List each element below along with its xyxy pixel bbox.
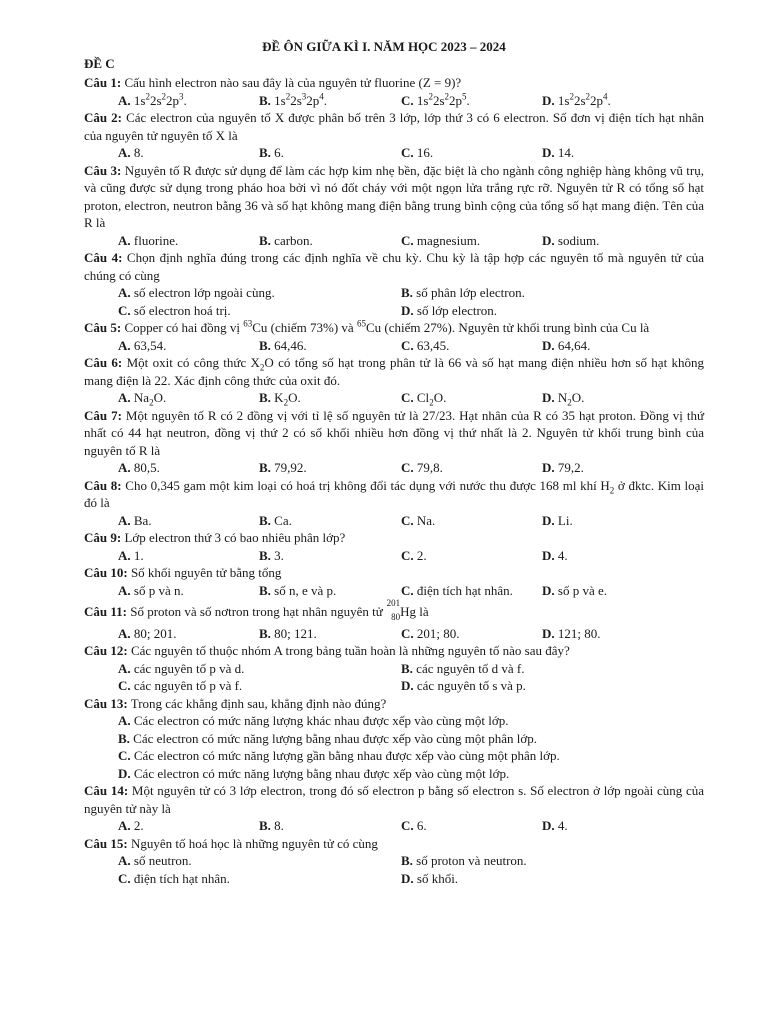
text-fragment: 201 — [386, 598, 401, 608]
text-fragment: Các electron có mức năng lượng bằng nhau được xếp vào cùng một phân lớp. — [133, 730, 538, 746]
option-d[interactable] — [542, 547, 568, 565]
options-row — [84, 625, 704, 643]
text-fragment: ở đktc. Kim loại đó là — [84, 477, 704, 510]
option-d[interactable] — [542, 389, 584, 407]
superscript: 2 — [585, 91, 591, 102]
text-fragment: 80,5. — [133, 460, 160, 475]
text-fragment: 80; 121. — [274, 625, 317, 641]
text-fragment: Copper có hai đồng vị — [124, 320, 244, 335]
option-a[interactable] — [118, 817, 144, 835]
text-fragment: số p và e. — [557, 582, 607, 598]
text-fragment: . — [466, 92, 470, 108]
question-label: Câu 1: — [84, 75, 122, 90]
text-fragment: 2s — [149, 92, 162, 108]
text-fragment: B. — [259, 512, 271, 528]
subscript: 2 — [259, 362, 265, 373]
option-a[interactable] — [118, 92, 187, 110]
text-fragment: C. — [118, 678, 131, 693]
text-fragment: các nguyên tố s và p. — [416, 678, 526, 693]
text-fragment: Câu 12: — [84, 643, 128, 658]
options-row — [84, 852, 704, 870]
text-fragment: B. — [259, 582, 271, 598]
text-fragment: A. — [118, 92, 131, 108]
text-fragment: O. — [571, 390, 585, 405]
superscript: 2 — [428, 91, 433, 102]
option-a[interactable] — [118, 660, 244, 678]
superscript: 2 — [444, 91, 450, 102]
options-row — [84, 582, 704, 600]
text-fragment: A. — [118, 512, 131, 528]
option-a[interactable] — [118, 547, 144, 565]
text-fragment: Câu 6: — [84, 355, 123, 370]
option-c[interactable] — [401, 389, 446, 407]
text-fragment: D. — [401, 678, 414, 693]
options-row — [84, 870, 704, 888]
text-fragment: C. — [401, 390, 414, 405]
text-fragment: D. — [118, 765, 131, 781]
text-fragment: 6. — [274, 145, 284, 160]
option-d[interactable] — [542, 625, 601, 643]
options-row — [84, 660, 704, 678]
superscript: 2 — [145, 91, 150, 102]
option-a[interactable] — [118, 852, 192, 870]
option-d[interactable] — [542, 337, 590, 355]
text-fragment: B. — [259, 92, 271, 108]
text-fragment: Số khối nguyên tử bằng tổng — [130, 565, 282, 580]
text-fragment: Câu 3: — [84, 162, 122, 178]
text-fragment: A. — [118, 285, 131, 300]
text-fragment: 79,8. — [416, 460, 443, 475]
option-b[interactable] — [259, 337, 307, 355]
text-fragment: Na — [133, 390, 150, 405]
option-a[interactable] — [118, 459, 160, 477]
text-fragment: Li. — [557, 512, 573, 528]
subscript: 2 — [283, 397, 289, 408]
option-c[interactable] — [401, 582, 513, 600]
text-fragment: 63,45. — [416, 337, 450, 353]
text-fragment: 2s — [573, 92, 586, 108]
text-fragment: . — [183, 92, 187, 108]
text-fragment: 16. — [416, 145, 434, 160]
text-fragment: C. — [401, 512, 414, 528]
text-fragment: O. — [288, 390, 301, 405]
text-fragment: D. — [542, 582, 555, 598]
options-row — [84, 459, 704, 477]
text-fragment: các nguyên tố p và d. — [133, 660, 245, 676]
superscript: 63 — [243, 318, 253, 329]
option-a[interactable] — [118, 284, 275, 302]
options-row — [84, 512, 704, 530]
options-row — [84, 232, 704, 250]
text-fragment: C. — [118, 870, 131, 886]
text-fragment: 1s — [557, 92, 570, 108]
text-fragment: 121; 80. — [557, 625, 601, 641]
text-fragment: Câu 5: — [84, 320, 122, 335]
text-fragment: Cu (chiếm 27%). Nguyên tử khối trung bình của Cu là — [365, 320, 650, 335]
text-fragment: D. — [542, 337, 555, 353]
option-c[interactable] — [401, 144, 433, 162]
question-8 — [84, 477, 704, 512]
text-fragment: B. — [401, 853, 413, 868]
option-b[interactable] — [259, 512, 292, 530]
option-a[interactable] — [84, 712, 704, 730]
text-fragment: Một nguyên tố R có 2 đồng vị với tỉ lệ số nguyên tử là 27/23. Hạt nhân của R có 35 hạt proton. Đồng vị thứ nhất có 44 hạt neutron, đồng vị thứ 2 có số khối nhiều hơn đồng vị thứ nhất là 2. Nguyên tử khối trung bình của nguyên tố R là — [84, 407, 705, 458]
text-fragment: D. — [542, 92, 555, 108]
question-12 — [84, 642, 704, 660]
option-c[interactable] — [401, 625, 460, 643]
option-b[interactable] — [259, 547, 284, 565]
option-b[interactable] — [259, 625, 317, 643]
option-d[interactable] — [542, 512, 573, 530]
text-fragment: C. — [118, 302, 131, 318]
superscript: 4 — [603, 91, 608, 102]
text-fragment: C. — [118, 748, 131, 763]
question-text: Cấu hình electron nào sau đây là của nguyên tử fluorine (Z = 9)? — [124, 75, 462, 90]
text-fragment: carbon. — [274, 232, 313, 248]
text-fragment: B. — [401, 660, 413, 676]
option-a[interactable] — [118, 337, 166, 355]
text-fragment: D. — [542, 547, 555, 563]
text-fragment: các nguyên tố p và f. — [133, 678, 243, 693]
text-fragment: B. — [259, 232, 271, 248]
option-d[interactable] — [401, 677, 526, 695]
question-3 — [84, 162, 704, 232]
text-fragment: 79,92. — [274, 460, 307, 475]
text-fragment: 2p — [306, 92, 320, 108]
text-fragment: số phân lớp electron. — [416, 285, 525, 300]
text-fragment: B. — [259, 460, 271, 475]
options-row — [84, 677, 704, 695]
text-fragment: fluorine. — [133, 232, 179, 248]
option-c[interactable] — [401, 92, 470, 110]
option-c[interactable] — [118, 677, 242, 695]
text-fragment: C. — [401, 145, 414, 160]
option-c[interactable] — [401, 337, 449, 355]
subscript: 2 — [429, 397, 434, 408]
option-a[interactable] — [118, 582, 184, 600]
text-fragment: D. — [542, 145, 555, 160]
text-fragment: A. — [118, 390, 131, 405]
text-fragment: số lớp electron. — [416, 302, 498, 318]
text-fragment: 2p — [449, 92, 463, 108]
text-fragment: 8. — [274, 818, 284, 833]
text-fragment: 80 — [391, 612, 401, 622]
option-a[interactable] — [118, 144, 144, 162]
text-fragment: A. — [118, 337, 131, 353]
options-row — [84, 337, 704, 355]
text-fragment: Câu 14: — [84, 783, 129, 798]
option-b[interactable] — [259, 817, 284, 835]
question-14 — [84, 782, 704, 817]
superscript: 2 — [285, 91, 291, 102]
text-fragment: 8. — [133, 145, 144, 160]
text-fragment: 63,54. — [133, 337, 167, 353]
text-fragment: Trong các khẳng định sau, khẳng định nào đúng? — [130, 695, 387, 711]
text-fragment: số electron hoá trị. — [133, 302, 231, 318]
text-fragment: Câu 13: — [84, 695, 128, 711]
text-fragment: Lớp electron thứ 3 có bao nhiêu phân lớp? — [124, 530, 346, 545]
text-fragment: 1s — [274, 92, 286, 108]
text-fragment: số n, e và p. — [274, 582, 337, 598]
text-fragment: C. — [401, 337, 414, 353]
question-13 — [84, 695, 704, 713]
text-fragment: N — [557, 390, 568, 405]
options-row — [84, 817, 704, 835]
option-b[interactable] — [84, 730, 704, 748]
text-fragment: A. — [118, 713, 131, 728]
text-fragment: Số proton và số nơtron trong hạt nhân nguyên tử — [130, 604, 387, 619]
text-fragment: 64,46. — [274, 337, 307, 353]
option-b[interactable] — [401, 284, 525, 302]
text-fragment: K — [274, 390, 284, 405]
superscript: 3 — [301, 91, 307, 102]
question-15 — [84, 835, 704, 853]
text-fragment: B. — [259, 818, 271, 833]
text-fragment: C. — [401, 625, 414, 641]
option-c[interactable] — [401, 817, 427, 835]
text-fragment: sodium. — [557, 232, 600, 248]
text-fragment: C. — [401, 818, 414, 833]
options-row — [84, 144, 704, 162]
option-a[interactable] — [118, 232, 178, 250]
text-fragment: D. — [401, 870, 414, 886]
question-1 — [84, 74, 704, 92]
text-fragment: Một oxit có công thức X — [126, 355, 260, 370]
option-b[interactable] — [259, 92, 327, 110]
text-fragment: B. — [259, 547, 271, 563]
question-6 — [84, 354, 704, 389]
option-d[interactable] — [542, 92, 611, 110]
question-11 — [84, 598, 704, 622]
text-fragment: Câu 11: — [84, 604, 127, 619]
text-fragment: A. — [118, 853, 131, 868]
text-fragment: D. — [542, 460, 555, 475]
superscript: 2 — [161, 91, 167, 102]
text-fragment: 6. — [416, 818, 427, 833]
text-fragment: Các electron có mức năng lượng bằng nhau được xếp vào cùng một lớp. — [133, 765, 510, 781]
superscript: 65 — [356, 318, 366, 329]
options-row — [84, 92, 704, 110]
option-c[interactable] — [118, 302, 231, 320]
option-c[interactable] — [118, 870, 230, 888]
exam-code: ĐỀ C — [84, 56, 115, 71]
text-fragment: điện tích hạt nhân. — [133, 870, 230, 886]
superscript: 5 — [462, 91, 467, 102]
text-fragment: số p và n. — [133, 582, 184, 598]
text-fragment: Ba. — [133, 512, 152, 528]
text-fragment: D. — [542, 625, 555, 641]
option-d[interactable] — [542, 144, 574, 162]
text-fragment: Chọn định nghĩa đúng trong các định nghĩa về chu kỳ. Chu kỳ là tập hợp các nguyên tố mà nguyên tử của chúng có cùng — [84, 250, 704, 283]
text-fragment: Câu 4: — [84, 250, 123, 265]
text-fragment: . — [323, 92, 328, 108]
option-d[interactable] — [542, 582, 607, 600]
option-d[interactable] — [84, 765, 704, 783]
text-fragment: C. — [401, 582, 414, 598]
question-list — [84, 74, 704, 887]
text-fragment: 1s — [133, 92, 146, 108]
text-fragment: O có tổng số hạt trong phân tử là 66 và số hạt mang điện nhiều hơn số hạt không mang điện là 22. Xác định công thức của oxit đó. — [84, 355, 705, 388]
text-fragment: A. — [118, 582, 131, 598]
option-a[interactable] — [118, 389, 166, 407]
question-4 — [84, 249, 704, 284]
text-fragment: 79,2. — [557, 460, 584, 475]
text-fragment: 2p — [166, 92, 180, 108]
text-fragment: . — [607, 92, 611, 108]
text-fragment: B. — [118, 730, 130, 746]
option-c[interactable] — [401, 232, 480, 250]
text-fragment: các nguyên tố d và f. — [416, 660, 525, 676]
text-fragment: magnesium. — [416, 232, 481, 248]
text-fragment: điện tích hạt nhân. — [416, 582, 513, 598]
text-fragment: Câu 10: — [84, 565, 128, 580]
text-fragment: C. — [401, 460, 414, 475]
text-fragment: D. — [542, 512, 555, 528]
option-d[interactable] — [542, 459, 584, 477]
text-fragment: Các nguyên tố thuộc nhóm A trong bảng tuần hoàn là những nguyên tố nào sau đây? — [130, 643, 570, 658]
text-fragment: 4. — [557, 547, 568, 563]
option-a[interactable] — [118, 512, 152, 530]
option-b[interactable] — [259, 232, 313, 250]
text-fragment: Cho 0,345 gam một kim loại có hoá trị không đổi tác dụng với nước thu được 168 ml khí H — [125, 477, 610, 493]
option-d[interactable] — [401, 302, 497, 320]
text-fragment: Câu 7: — [84, 407, 122, 423]
option-b[interactable] — [401, 660, 524, 678]
text-fragment: Cl — [416, 390, 430, 405]
text-fragment: Các electron có mức năng lượng gần bằng nhau được xếp vào cùng một phân lớp. — [133, 748, 560, 763]
option-a[interactable] — [118, 625, 177, 643]
text-fragment: 201; 80. — [416, 625, 460, 641]
text-fragment: O. — [433, 390, 447, 405]
option-d[interactable] — [401, 870, 458, 888]
text-fragment: B. — [259, 145, 271, 160]
text-fragment: 1s — [416, 92, 429, 108]
option-c[interactable] — [401, 459, 443, 477]
option-b[interactable] — [259, 582, 336, 600]
text-fragment: A. — [118, 660, 131, 676]
text-fragment: A. — [118, 625, 131, 641]
text-fragment: Na. — [416, 512, 436, 528]
text-fragment: Một nguyên tử có 3 lớp electron, trong đó số electron p bằng số electron s. Số electron ở lớp ngoài cùng của nguyên tử này là — [84, 783, 705, 816]
text-fragment: số proton và neutron. — [416, 853, 527, 868]
text-fragment: số khối. — [416, 870, 459, 886]
subscript: 2 — [567, 397, 572, 408]
text-fragment: Các electron của nguyên tố X được phân bố trên 3 lớp, lớp thứ 3 có 6 electron. Số đơn vị điện tích hạt nhân của nguyên tử nguyên tố X là — [84, 110, 705, 143]
text-fragment: số electron lớp ngoài cùng. — [133, 285, 275, 300]
text-fragment: 1. — [133, 547, 144, 563]
text-fragment: 64,64. — [557, 337, 591, 353]
text-fragment: 2s — [432, 92, 445, 108]
option-c[interactable] — [401, 512, 435, 530]
superscript: 2 — [569, 91, 574, 102]
question-5 — [84, 319, 704, 337]
question-10 — [84, 564, 704, 582]
option-c[interactable] — [401, 547, 427, 565]
text-fragment: C. — [401, 232, 414, 248]
text-fragment: 2. — [133, 818, 144, 833]
text-fragment: C. — [401, 92, 414, 108]
options-row — [84, 389, 704, 407]
options-row — [84, 284, 704, 302]
text-fragment: A. — [118, 460, 131, 475]
text-fragment: 2. — [416, 547, 427, 563]
text-fragment: Các electron có mức năng lượng khác nhau được xếp vào cùng một lớp. — [133, 713, 509, 728]
question-2 — [84, 109, 704, 144]
question-7 — [84, 407, 704, 460]
text-fragment: A. — [118, 547, 131, 563]
nuclide-notation — [386, 598, 401, 622]
superscript: 3 — [179, 91, 184, 102]
text-fragment: 4. — [557, 818, 568, 833]
text-fragment: C. — [401, 547, 414, 563]
text-fragment: Ca. — [274, 512, 292, 528]
subscript: 2 — [149, 397, 154, 408]
text-fragment: D. — [542, 818, 555, 833]
exam-title: ĐỀ ÔN GIỮA KÌ I. NĂM HỌC 2023 – 2024 — [262, 39, 506, 54]
option-d[interactable] — [542, 232, 599, 250]
text-fragment: A. — [118, 818, 131, 833]
option-b[interactable] — [259, 144, 284, 162]
text-fragment: Câu 9: — [84, 530, 122, 545]
text-fragment: 2p — [590, 92, 604, 108]
text-fragment: D. — [542, 232, 555, 248]
text-fragment: Hg — [400, 604, 416, 619]
text-fragment: 3. — [274, 547, 284, 563]
text-fragment: Nguyên tố R được sử dụng để làm các hợp kim nhẹ bền, đặc biệt là cho ngành công nghiệp hàng không vũ trụ, và cũng được sử dụng trong pháo hoa bởi vì nó đốt cháy với một ngọn lửa trắng rực rỡ. Nguyên tử R có tổng số hạt proton, electron, neutron bằng 36 và số hạt không mang điện bằng trung bình cộng của tổng số hạt mang điện. Tên của R là — [84, 162, 704, 230]
text-fragment: 2s — [290, 92, 302, 108]
text-fragment: Cu (chiếm 73%) và — [252, 320, 357, 335]
option-d[interactable] — [542, 817, 568, 835]
text-fragment: D. — [401, 302, 414, 318]
text-fragment: B. — [259, 337, 271, 353]
text-fragment: Câu 2: — [84, 110, 123, 125]
text-fragment: 14. — [557, 145, 575, 160]
text-fragment: O. — [153, 390, 167, 405]
text-fragment: A. — [118, 232, 131, 248]
text-fragment: Câu 8: — [84, 477, 122, 493]
option-b[interactable] — [401, 852, 527, 870]
text-fragment: B. — [401, 285, 413, 300]
text-fragment: 80; 201. — [133, 625, 177, 641]
option-b[interactable] — [259, 389, 301, 407]
text-fragment: Nguyên tố hoá học là những nguyên tử có cùng — [130, 835, 378, 851]
options-row — [84, 547, 704, 565]
text-fragment: là — [415, 604, 429, 619]
option-c[interactable] — [84, 747, 704, 765]
question-9 — [84, 529, 704, 547]
text-fragment: B. — [259, 625, 271, 641]
text-fragment: A. — [118, 145, 131, 160]
subscript: 2 — [609, 485, 615, 496]
options-row — [84, 302, 704, 320]
text-fragment: D. — [542, 390, 555, 405]
text-fragment: số neutron. — [133, 853, 192, 868]
text-fragment: Câu 15: — [84, 835, 128, 851]
option-b[interactable] — [259, 459, 307, 477]
superscript: 4 — [319, 91, 324, 102]
text-fragment: B. — [259, 390, 271, 405]
